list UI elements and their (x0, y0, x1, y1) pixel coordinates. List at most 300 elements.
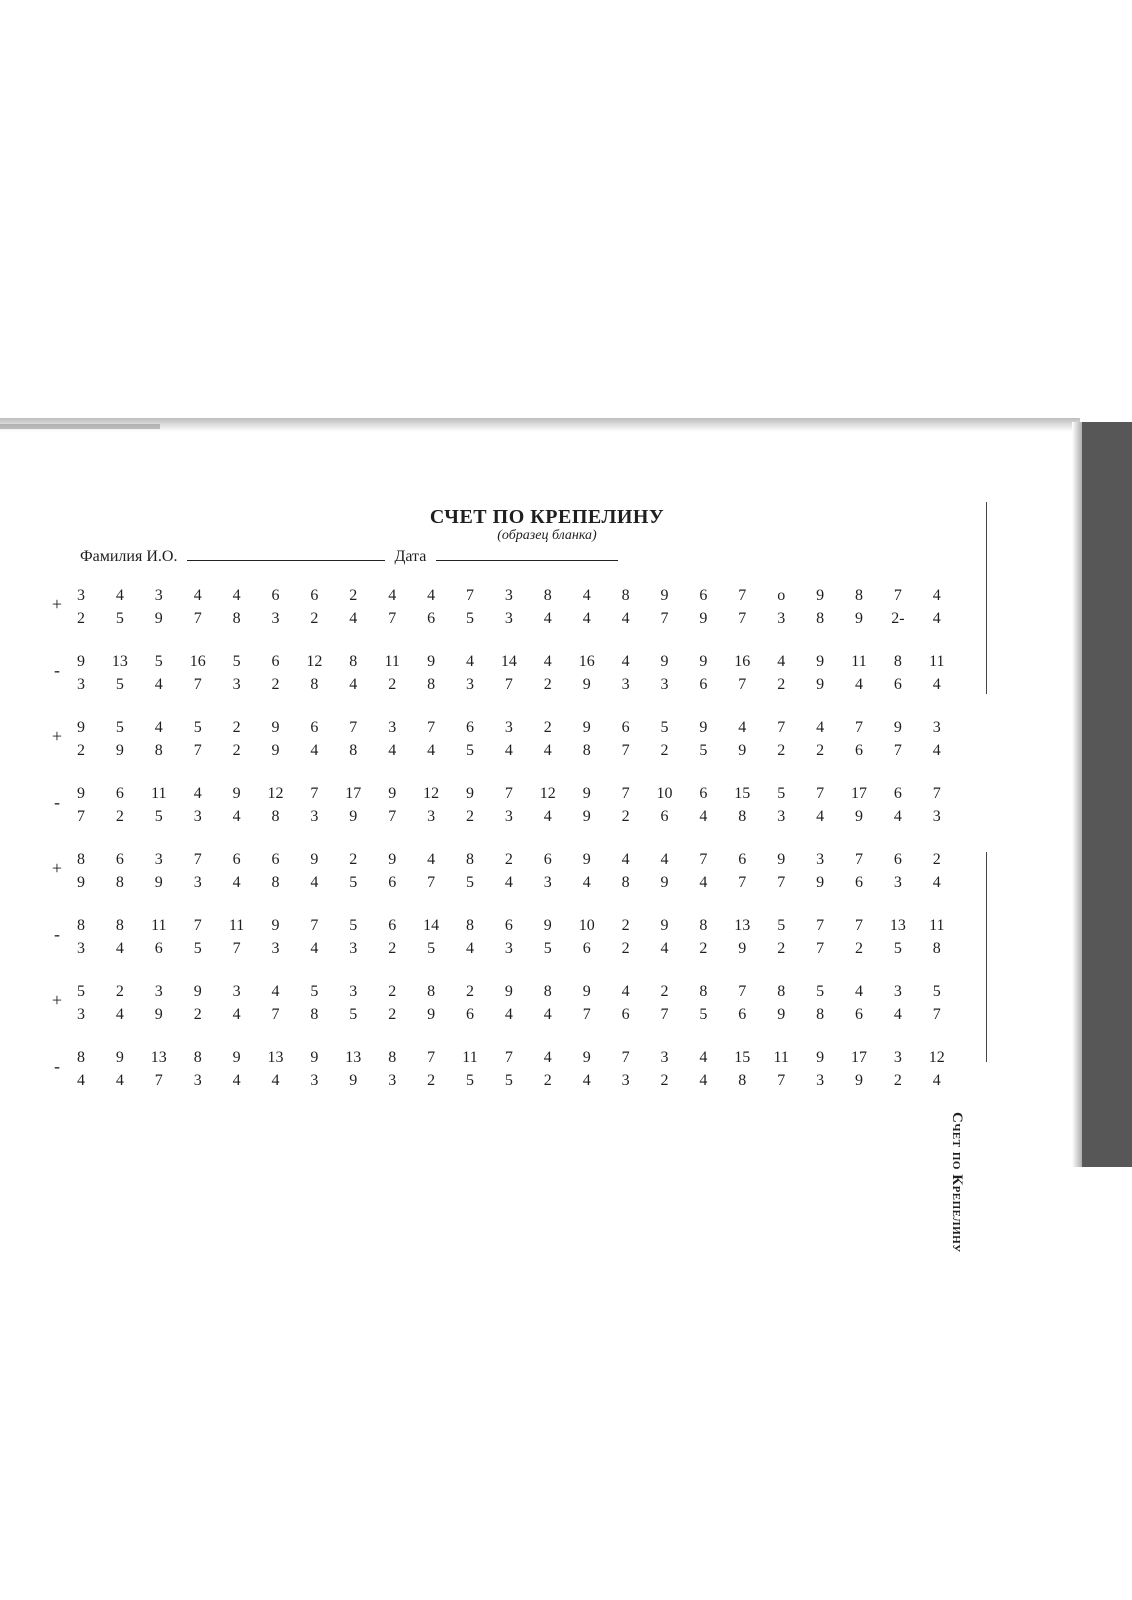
top-number: 8 (466, 917, 474, 934)
top-number: 3 (349, 983, 358, 1000)
number-pair (222, 782, 252, 828)
top-number: 7 (738, 587, 747, 604)
bottom-number: 5 (466, 874, 474, 891)
number-pair (144, 848, 174, 894)
bottom-number: 2 (388, 1006, 397, 1023)
operation-sign: + (51, 990, 63, 1010)
number-pair (183, 716, 213, 762)
number-pair (144, 782, 174, 828)
top-number: 2 (660, 983, 669, 1000)
number-pair (688, 782, 718, 828)
bottom-number: 4 (543, 610, 552, 627)
top-number: 17 (851, 1049, 867, 1066)
top-number: 7 (427, 719, 436, 736)
number-pair (416, 848, 446, 894)
top-number: 5 (310, 983, 319, 1000)
top-number: 3 (388, 719, 397, 736)
number-pair (766, 914, 796, 960)
number-pair (338, 716, 368, 762)
number-pair (688, 650, 718, 696)
top-number: 12 (928, 1049, 945, 1066)
bottom-number: 4 (310, 874, 319, 891)
top-number: 8 (855, 587, 863, 604)
bottom-number: 8 (816, 1006, 825, 1023)
number-pair (66, 716, 96, 762)
top-number: 9 (115, 1049, 124, 1066)
number-pair (338, 914, 368, 960)
form-title: СЧЕТ ПО КРЕПЕЛИНУ (429, 506, 665, 528)
bottom-number: 2 (660, 1072, 669, 1089)
top-number: 7 (504, 785, 513, 802)
bottom-number: 9 (855, 1072, 863, 1089)
top-number: 3 (504, 719, 513, 736)
number-pair (572, 650, 602, 696)
top-number: 8 (77, 917, 85, 934)
number-pair (922, 980, 952, 1026)
number-pair (183, 1046, 213, 1092)
bottom-number: 4 (543, 808, 552, 825)
bottom-number: 4 (504, 1006, 513, 1023)
top-number: 7 (855, 917, 863, 934)
bottom-number: 4 (232, 1072, 241, 1089)
bottom-number: 3 (388, 1072, 397, 1089)
bottom-number: 2 (621, 940, 630, 957)
bottom-number: 4 (932, 1072, 941, 1089)
bottom-number: 7 (504, 676, 513, 693)
bottom-number: 5 (466, 1072, 474, 1089)
bottom-number: 9 (699, 610, 708, 627)
top-number: 4 (193, 587, 202, 604)
top-number: 9 (816, 587, 825, 604)
number-pair (688, 1046, 718, 1092)
scan-top-edge-mark (0, 424, 160, 429)
bottom-number: 9 (855, 808, 863, 825)
bottom-number: 5 (699, 742, 708, 759)
operation-sign: + (51, 594, 63, 614)
number-pair (144, 914, 174, 960)
number-pair (66, 980, 96, 1026)
top-number: 7 (816, 785, 825, 802)
top-number: 5 (816, 983, 825, 1000)
top-number: 9 (310, 851, 319, 868)
top-number: 7 (193, 851, 202, 868)
top-number: 6 (388, 917, 397, 934)
top-number: 5 (232, 653, 241, 670)
top-number: 3 (660, 1049, 669, 1066)
top-number: 5 (777, 917, 786, 934)
number-pair (844, 584, 874, 630)
top-number: 8 (777, 983, 786, 1000)
top-number: 9 (77, 653, 85, 670)
number-pair (416, 914, 446, 960)
number-pair (105, 584, 135, 630)
bottom-number: 3 (77, 940, 85, 957)
number-pair (105, 848, 135, 894)
bottom-number: 9 (738, 940, 747, 957)
bottom-number: 7 (738, 610, 747, 627)
number-pair (766, 650, 796, 696)
number-pair (844, 716, 874, 762)
bottom-number: 3 (77, 1006, 85, 1023)
bottom-number: 4 (271, 1072, 280, 1089)
number-pair (261, 716, 291, 762)
top-number: 3 (154, 851, 163, 868)
scan-binding-edge (1082, 422, 1132, 1167)
top-number: 2 (932, 851, 941, 868)
bottom-number: 8 (310, 1006, 319, 1023)
number-pair (611, 716, 641, 762)
bottom-number: 7 (232, 940, 241, 957)
top-number: 3 (932, 719, 941, 736)
number-pair (183, 650, 213, 696)
bottom-number: 9 (154, 874, 163, 891)
number-pair (299, 650, 329, 696)
number-pair (883, 914, 913, 960)
operation-sign: - (54, 1056, 60, 1076)
bottom-number: 8 (582, 742, 591, 759)
number-pair (533, 782, 563, 828)
number-pair (338, 1046, 368, 1092)
bottom-number: 8 (271, 874, 280, 891)
bottom-number: 7 (621, 742, 630, 759)
number-pair (416, 1046, 446, 1092)
bottom-number: 7 (738, 676, 747, 693)
number-pair (883, 848, 913, 894)
top-number: 6 (466, 719, 474, 736)
bottom-number: 4 (816, 808, 825, 825)
top-number: 9 (271, 719, 280, 736)
date-blank-line[interactable] (436, 559, 618, 561)
number-pair (727, 782, 757, 828)
top-number: 9 (388, 851, 397, 868)
number-pair (66, 914, 96, 960)
top-number: 4 (193, 785, 202, 802)
number-pair (261, 1046, 291, 1092)
top-number: 8 (77, 1049, 85, 1066)
top-number: 17 (345, 785, 362, 802)
bottom-number: 7 (193, 610, 202, 627)
bottom-number: 9 (271, 742, 280, 759)
number-pair (922, 1046, 952, 1092)
number-pair (144, 1046, 174, 1092)
bottom-number: 3 (271, 940, 280, 957)
top-number: 9 (543, 917, 552, 934)
top-number: 5 (349, 917, 358, 934)
number-pair (222, 980, 252, 1026)
number-pair (766, 584, 796, 630)
bottom-number: 2 (621, 808, 630, 825)
top-number: 8 (115, 917, 124, 934)
number-pair (611, 650, 641, 696)
number-pair (883, 584, 913, 630)
bottom-number: 4 (427, 742, 436, 759)
top-number: 9 (271, 917, 280, 934)
bottom-number: 3 (427, 808, 436, 825)
bottom-number: 5 (466, 610, 474, 627)
problem-row (50, 584, 955, 650)
top-number: 13 (267, 1049, 284, 1066)
number-pair (533, 716, 563, 762)
bottom-number: 7 (154, 1072, 163, 1089)
top-number: 14 (500, 653, 517, 670)
number-pair (572, 914, 602, 960)
bottom-number: 2 (310, 610, 319, 627)
bottom-number: 9 (582, 676, 591, 693)
bottom-number: 3 (621, 676, 630, 693)
top-number: 9 (660, 587, 669, 604)
number-pair (805, 914, 835, 960)
number-pair (261, 782, 291, 828)
top-number: 9 (816, 1049, 825, 1066)
number-pair (494, 914, 524, 960)
top-number: 3 (77, 587, 85, 604)
number-pair (494, 980, 524, 1026)
top-number: 7 (427, 1049, 436, 1066)
number-pair (494, 848, 524, 894)
bottom-number: 9 (154, 1006, 163, 1023)
bottom-number: 4 (932, 874, 941, 891)
number-pair (766, 782, 796, 828)
top-number: 4 (855, 983, 863, 1000)
top-number: 9 (699, 653, 708, 670)
bottom-number: 3 (660, 676, 669, 693)
name-blank-line[interactable] (187, 559, 385, 561)
top-number: 2 (504, 851, 513, 868)
bottom-number: 4 (349, 610, 358, 627)
number-pair (572, 584, 602, 630)
number-pair (494, 782, 524, 828)
bottom-number: 3 (932, 808, 941, 825)
top-number: 13 (111, 653, 128, 670)
number-pair (338, 980, 368, 1026)
bottom-number: 4 (466, 940, 474, 957)
number-pair (727, 584, 757, 630)
number-pair (650, 1046, 680, 1092)
bottom-number: 7 (193, 676, 202, 693)
top-number: 6 (310, 719, 319, 736)
top-number: 7 (193, 917, 202, 934)
number-pair (766, 716, 796, 762)
number-pair (144, 716, 174, 762)
problem-row (50, 848, 955, 914)
bottom-number: 3 (504, 610, 513, 627)
number-pair (766, 980, 796, 1026)
number-pair (338, 584, 368, 630)
top-number: 10 (578, 917, 595, 934)
top-number: 8 (893, 653, 902, 670)
bottom-number: 4 (660, 940, 669, 957)
number-pair (66, 848, 96, 894)
number-pair (844, 980, 874, 1026)
top-number: 11 (384, 653, 400, 670)
number-pair (416, 782, 446, 828)
number-pair (66, 782, 96, 828)
bottom-number: 2 (855, 940, 863, 957)
top-number: 8 (427, 983, 436, 1000)
top-number: 9 (466, 785, 474, 802)
bottom-number: 4 (504, 874, 513, 891)
bottom-number: 8 (310, 676, 319, 693)
bottom-number: 4 (543, 1006, 552, 1023)
bottom-number: 2 (388, 676, 397, 693)
number-pair (494, 1046, 524, 1092)
side-rule-bottom (986, 852, 987, 1062)
top-number: 7 (310, 917, 319, 934)
top-number: 12 (539, 785, 556, 802)
top-number: 9 (193, 983, 202, 1000)
top-number: 6 (893, 785, 902, 802)
number-pair (222, 914, 252, 960)
top-number: 2 (466, 983, 474, 1000)
bottom-number: 2 (777, 940, 786, 957)
top-number: 2 (349, 587, 358, 604)
bottom-number: 2 (388, 940, 397, 957)
number-pair (650, 584, 680, 630)
number-pair (183, 584, 213, 630)
number-pair (883, 716, 913, 762)
top-number: 6 (893, 851, 902, 868)
problem-row (50, 650, 955, 716)
number-pair (688, 980, 718, 1026)
scan-top-edge (0, 418, 1080, 432)
bottom-number: 2 (543, 1072, 552, 1089)
top-number: 8 (543, 587, 552, 604)
bottom-number: 4 (543, 742, 552, 759)
number-pair (688, 914, 718, 960)
top-number: 6 (621, 719, 630, 736)
bottom-number: 8 (232, 610, 241, 627)
bottom-number: 9 (349, 808, 358, 825)
top-number: 4 (699, 1049, 708, 1066)
top-number: 8 (621, 587, 630, 604)
bottom-number: 4 (232, 874, 241, 891)
top-number: 10 (656, 785, 673, 802)
top-number: 8 (699, 983, 708, 1000)
bottom-number: 6 (893, 676, 902, 693)
bottom-number: 3 (893, 874, 902, 891)
bottom-number: 5 (543, 940, 552, 957)
side-rule-top (986, 502, 987, 694)
top-number: 15 (734, 785, 751, 802)
number-pair (650, 914, 680, 960)
top-number: 8 (466, 851, 474, 868)
bottom-number: 4 (349, 676, 358, 693)
number-pair (455, 1046, 485, 1092)
top-number: 11 (151, 917, 167, 934)
top-number: 9 (310, 1049, 319, 1066)
number-pair (455, 914, 485, 960)
number-pair (844, 782, 874, 828)
bottom-number: 9 (349, 1072, 358, 1089)
number-grid (50, 584, 955, 1112)
number-pair (727, 914, 757, 960)
top-number: 6 (271, 587, 280, 604)
number-pair (883, 1046, 913, 1092)
top-number: 9 (232, 1049, 241, 1066)
number-pair (144, 980, 174, 1026)
top-number: 5 (193, 719, 202, 736)
top-number: 6 (504, 917, 513, 934)
bottom-number: 8 (816, 610, 825, 627)
bottom-number: 4 (582, 874, 591, 891)
top-number: 2 (232, 719, 241, 736)
top-number: 7 (621, 785, 630, 802)
bottom-number: 2 (777, 742, 786, 759)
number-pair (261, 848, 291, 894)
top-number: 4 (388, 587, 397, 604)
number-pair (183, 782, 213, 828)
bottom-number: 7 (582, 1006, 591, 1023)
bottom-number: 6 (582, 940, 591, 957)
top-number: 9 (582, 1049, 591, 1066)
bottom-number: 9 (816, 676, 825, 693)
number-pair (688, 848, 718, 894)
number-pair (688, 584, 718, 630)
top-number: 9 (582, 851, 591, 868)
bottom-number: 5 (349, 1006, 358, 1023)
bottom-number: 2 (660, 742, 669, 759)
bottom-number: 9 (738, 742, 747, 759)
number-pair (183, 914, 213, 960)
bottom-number: 3 (193, 874, 202, 891)
top-number: 7 (504, 1049, 513, 1066)
bottom-number: 3 (77, 676, 85, 693)
number-pair (299, 848, 329, 894)
bottom-number: 9 (855, 610, 863, 627)
number-pair (144, 584, 174, 630)
bottom-number: 3 (816, 1072, 825, 1089)
bottom-number: 5 (349, 874, 358, 891)
top-number: 6 (115, 851, 124, 868)
number-pair (299, 914, 329, 960)
top-number: 9 (77, 719, 85, 736)
number-pair (377, 848, 407, 894)
top-number: 6 (271, 851, 280, 868)
number-pair (805, 584, 835, 630)
number-pair (883, 650, 913, 696)
bottom-number: 7 (427, 874, 436, 891)
top-number: 6 (738, 851, 747, 868)
problem-row (50, 716, 955, 782)
top-number: 17 (851, 785, 867, 802)
top-number: 7 (855, 719, 863, 736)
number-pair (922, 584, 952, 630)
number-pair (377, 650, 407, 696)
bottom-number: 3 (466, 676, 474, 693)
bottom-number: 5 (466, 742, 474, 759)
number-pair (805, 650, 835, 696)
top-number: 4 (932, 587, 941, 604)
top-number: 11 (462, 1049, 478, 1066)
top-number: 8 (349, 653, 358, 670)
bottom-number: 5 (193, 940, 202, 957)
bottom-number: 2 (77, 610, 85, 627)
bottom-number: 6 (466, 1006, 474, 1023)
number-pair (66, 650, 96, 696)
bottom-number: 7 (932, 1006, 941, 1023)
bottom-number: 3 (310, 808, 319, 825)
number-pair (416, 584, 446, 630)
number-pair (377, 914, 407, 960)
number-pair (844, 650, 874, 696)
top-number: 9 (660, 653, 669, 670)
number-pair (261, 980, 291, 1026)
number-pair (611, 848, 641, 894)
top-number: 11 (228, 917, 245, 934)
bottom-number: 3 (504, 808, 513, 825)
number-pair (455, 848, 485, 894)
bottom-number: 3 (349, 940, 358, 957)
